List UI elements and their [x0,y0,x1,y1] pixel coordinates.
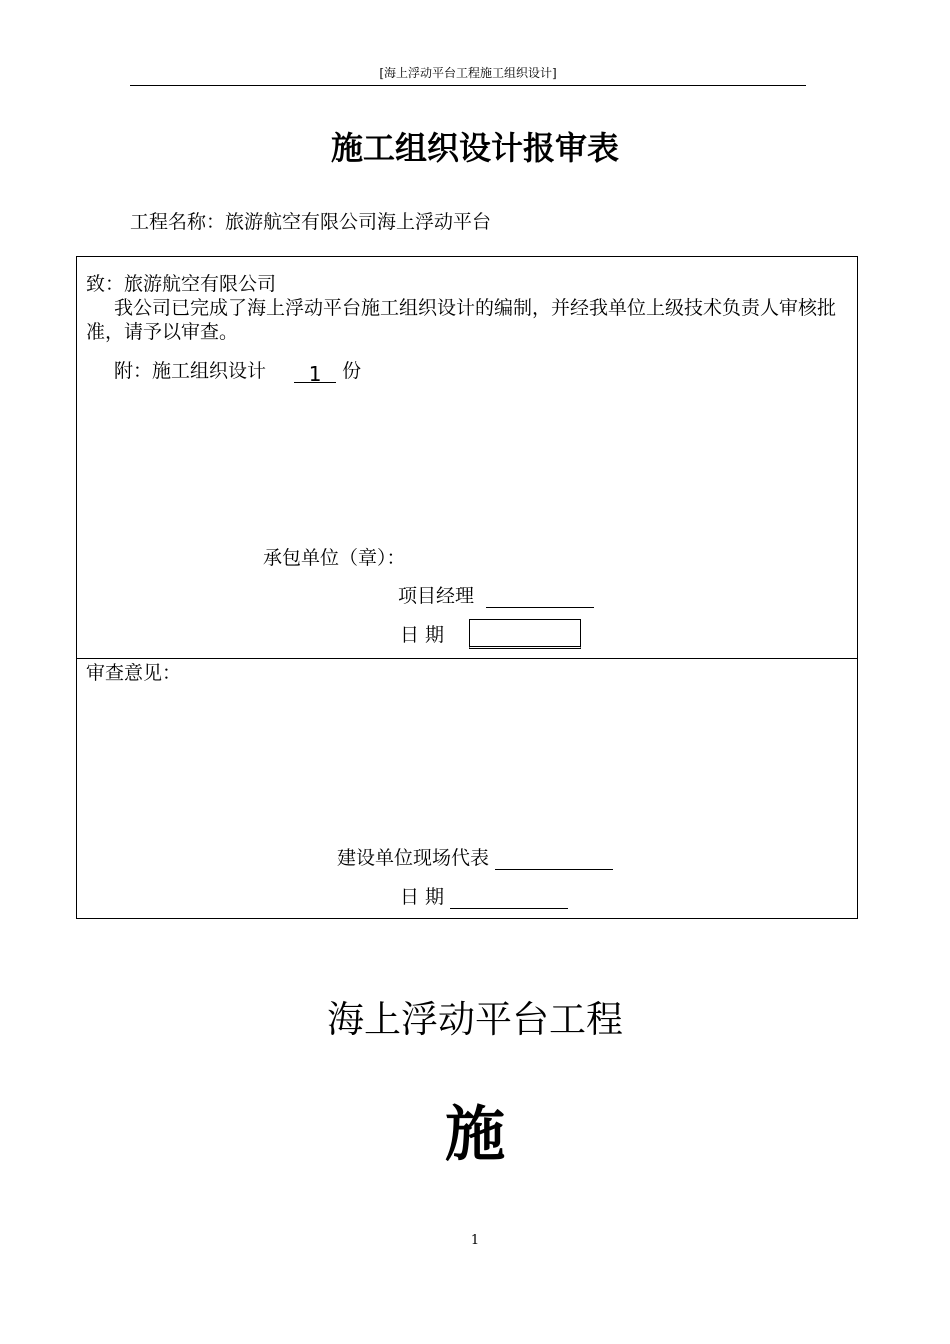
owner-representative-label: 建设单位现场代表 [337,847,490,869]
contractor-seal-label: 承包单位（章）： [263,547,406,569]
owner-representative-line [337,846,613,870]
owner-representative-signature-field[interactable] [495,849,613,870]
project-name-line: 工程名称：旅游航空有限公司海上浮动平台 [130,211,492,233]
attachment-count: 1 [294,362,336,383]
date-field-contractor[interactable] [469,619,581,649]
addressee-line: 致：旅游航空有限公司 [86,273,277,295]
date-label-contractor: 日 期 [400,624,445,646]
review-opinion-label: 审查意见： [86,662,182,684]
form-title: 施工组织设计报审表 [330,129,619,167]
running-header: [海上浮动平台工程施工组织设计] [379,66,557,80]
project-manager-line [398,584,594,608]
attachment-line [114,359,362,386]
cover-large-character: 施 [445,1100,505,1170]
page-number: 1 [470,1233,480,1248]
project-manager-signature-field[interactable] [486,587,594,608]
project-manager-label: 项目经理 [398,585,475,607]
review-date-line [400,885,568,909]
date-label-review: 日 期 [400,886,445,908]
attachment-prefix: 附：施工组织设计 [114,360,267,382]
form-divider [76,658,858,659]
header-rule [130,85,806,86]
submission-body: 我公司已完成了海上浮动平台施工组织设计的编制，并经我单位上级技术负责人审核批准，请予以审查。 [86,297,837,343]
date-field-review[interactable] [450,888,568,909]
cover-project-title: 海上浮动平台工程 [327,998,623,1041]
attachment-suffix: 份 [342,360,362,382]
